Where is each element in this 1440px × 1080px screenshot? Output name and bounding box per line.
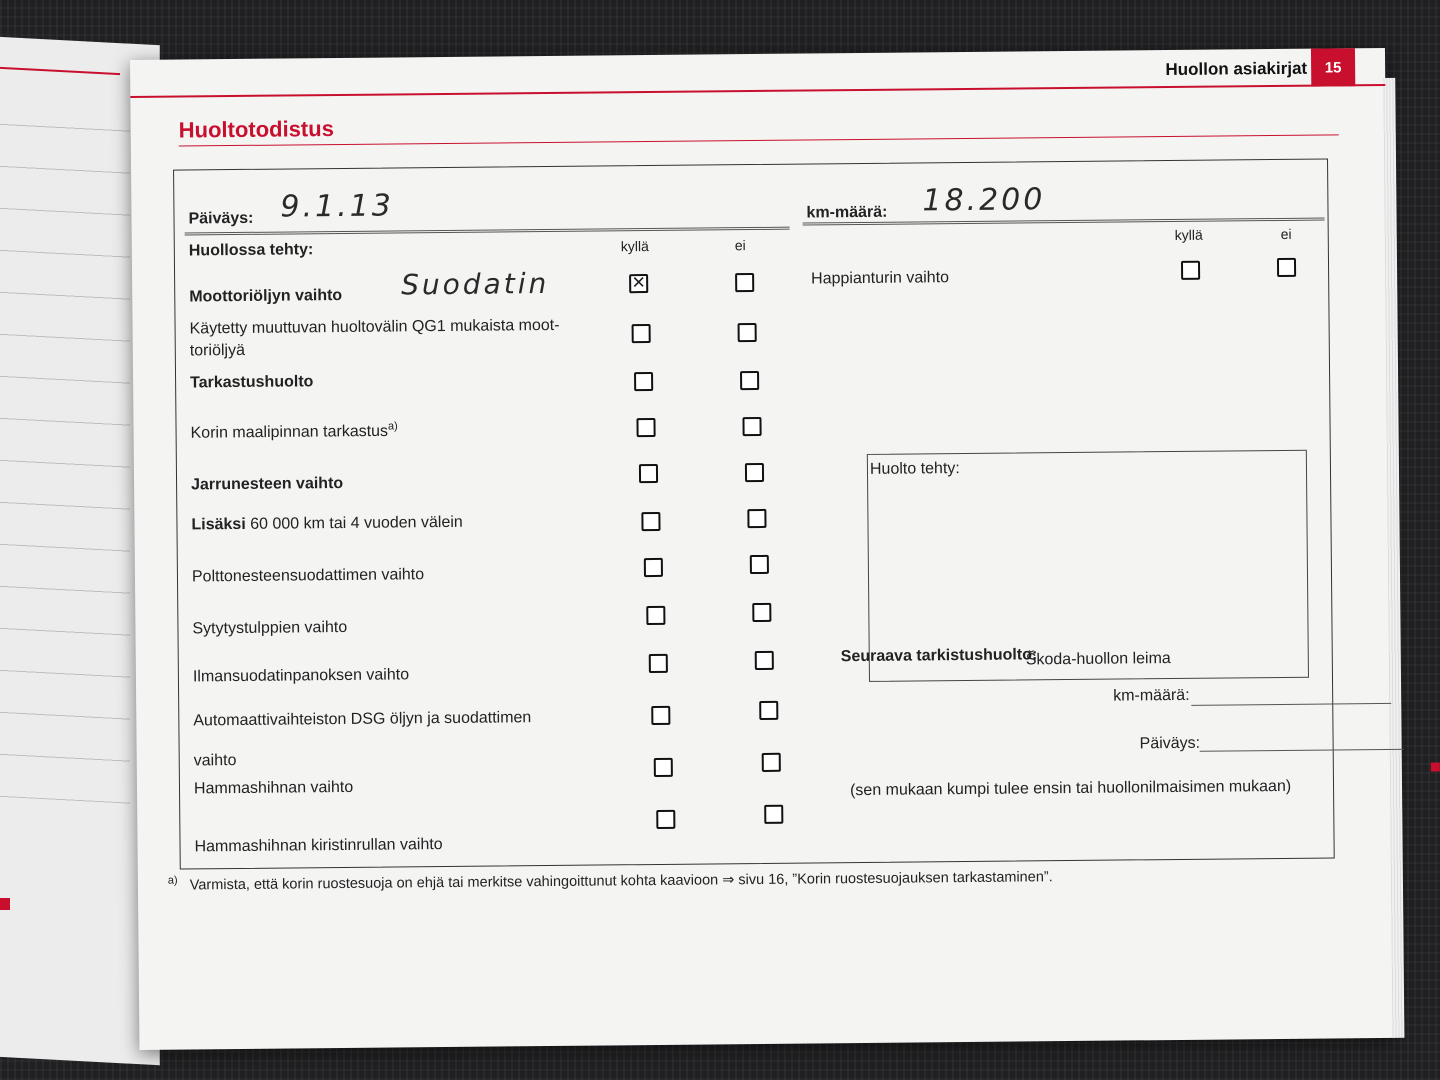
item-additional-interval: [191, 514, 462, 535]
spark-plugs-no-checkbox[interactable]: [752, 603, 771, 622]
section-title: Huollon asiakirjat: [1165, 58, 1308, 80]
item-timing-belt: Hammashihnan vaihto: [193, 778, 354, 798]
no-column-header: ei: [734, 237, 746, 254]
booklet-page: [130, 48, 1394, 1050]
next-date-label: Päiväys:: [1139, 734, 1201, 753]
footnote-text: Varmista, että korin ruostesuoja on ehjä tai merkitse vahingoittunut kohta kaavioon ⇒ sivu 16, ”Korin ruostesuojauksen tarkastaminen”.: [189, 869, 1053, 894]
brake-fluid-yes-checkbox[interactable]: [639, 464, 658, 483]
item-qg1-oil: Käytetty muuttuvan huoltovälin QG1 mukaista moot-: [189, 316, 560, 338]
stamp-label: Škoda-huollon leima: [1025, 650, 1171, 669]
additional-no-checkbox[interactable]: [747, 509, 766, 528]
item-qg1-oil-line2: toriöljyä: [189, 341, 246, 360]
left-page-red-rule: [0, 67, 120, 75]
service-form: [173, 159, 1335, 870]
item-inspection-service: Tarkastushuolto: [190, 373, 314, 392]
km-handwritten: 18.200: [922, 182, 1046, 219]
qg1-oil-no-checkbox[interactable]: [738, 323, 757, 342]
additional-yes-checkbox[interactable]: [641, 512, 660, 531]
next-date-line[interactable]: [1200, 749, 1404, 752]
air-filter-no-checkbox[interactable]: [755, 651, 774, 670]
header-rule: [130, 84, 1385, 98]
engine-oil-no-checkbox[interactable]: [735, 273, 754, 292]
paint-inspection-footnote-ref: a): [387, 420, 398, 433]
title-rule: [179, 134, 1339, 146]
document-title: Huoltotodistus: [178, 116, 334, 143]
service-done-label: Huolto tehty:: [869, 460, 960, 478]
item-spark-plugs: Sytytystulppien vaihto: [192, 618, 348, 638]
brake-fluid-no-checkbox[interactable]: [745, 463, 764, 482]
qg1-oil-yes-checkbox[interactable]: [632, 324, 651, 343]
left-page-marker: [0, 898, 10, 910]
oil-handwritten-note: Suodatin: [401, 266, 550, 302]
left-page-ruling: [0, 97, 130, 804]
item-oxygen-sensor: Happianturin vaihto: [811, 269, 950, 288]
dsg-oil-no-checkbox[interactable]: [759, 701, 778, 720]
fuel-filter-yes-checkbox[interactable]: [644, 558, 663, 577]
right-no-column-header: ei: [1280, 225, 1292, 242]
spark-plugs-yes-checkbox[interactable]: [646, 606, 665, 625]
item-belt-tensioner: Hammashihnan kiristinrullan vaihto: [194, 836, 443, 856]
paint-inspection-text: Korin maalipinnan tarkastus: [190, 422, 389, 442]
item-brake-fluid: Jarrunesteen vaihto: [191, 474, 344, 494]
oxygen-sensor-no-checkbox[interactable]: [1277, 258, 1296, 277]
date-handwritten: 9.1.13: [280, 188, 395, 225]
belt-tensioner-yes-checkbox[interactable]: [656, 810, 675, 829]
item-fuel-filter: Polttonesteensuodattimen vaihto: [191, 566, 425, 586]
date-rule: [185, 227, 790, 236]
item-air-filter: Ilmansuodatinpanoksen vaihto: [192, 666, 410, 686]
air-filter-yes-checkbox[interactable]: [649, 654, 668, 673]
right-yes-column-header: kyllä: [1174, 226, 1203, 243]
paint-inspection-no-checkbox[interactable]: [742, 417, 761, 436]
inspection-yes-checkbox[interactable]: [634, 372, 653, 391]
item-dsg-oil-line2: vaihto: [193, 752, 237, 770]
inspection-no-checkbox[interactable]: [740, 371, 759, 390]
page-margin-marker: [1431, 762, 1440, 771]
timing-belt-yes-checkbox[interactable]: [654, 758, 673, 777]
footnote-marker: a): [167, 874, 178, 887]
item-engine-oil: Moottoriöljyn vaihto: [189, 286, 343, 306]
next-service-note: (sen mukaan kumpi tulee ensin tai huollonilmaisimen mukaan): [849, 777, 1292, 800]
oxygen-sensor-yes-checkbox[interactable]: [1181, 261, 1200, 280]
next-service-label: Seuraava tarkistushuolto:: [840, 646, 1038, 666]
next-km-line[interactable]: [1191, 703, 1391, 706]
yes-column-header: kyllä: [620, 238, 649, 255]
additional-label-bold: Lisäksi: [191, 515, 246, 534]
page-number: 15: [1311, 48, 1355, 86]
dsg-oil-yes-checkbox[interactable]: [651, 706, 670, 725]
belt-tensioner-no-checkbox[interactable]: [764, 805, 783, 824]
additional-label-text: 60 000 km tai 4 vuoden välein: [250, 513, 463, 533]
engine-oil-yes-checkbox[interactable]: ✕: [629, 274, 648, 293]
next-km-label: km-määrä:: [1113, 686, 1190, 705]
timing-belt-no-checkbox[interactable]: [762, 753, 781, 772]
footnote: [168, 866, 1053, 893]
item-paint-inspection: [190, 420, 397, 442]
item-dsg-oil: Automaattivaihteiston DSG öljyn ja suodattimen: [193, 709, 532, 730]
done-label: Huollossa tehty:: [188, 241, 314, 260]
paint-inspection-yes-checkbox[interactable]: [636, 418, 655, 437]
date-label: Päiväys:: [188, 209, 254, 228]
km-label: km-määrä:: [806, 203, 888, 222]
fuel-filter-no-checkbox[interactable]: [750, 555, 769, 574]
